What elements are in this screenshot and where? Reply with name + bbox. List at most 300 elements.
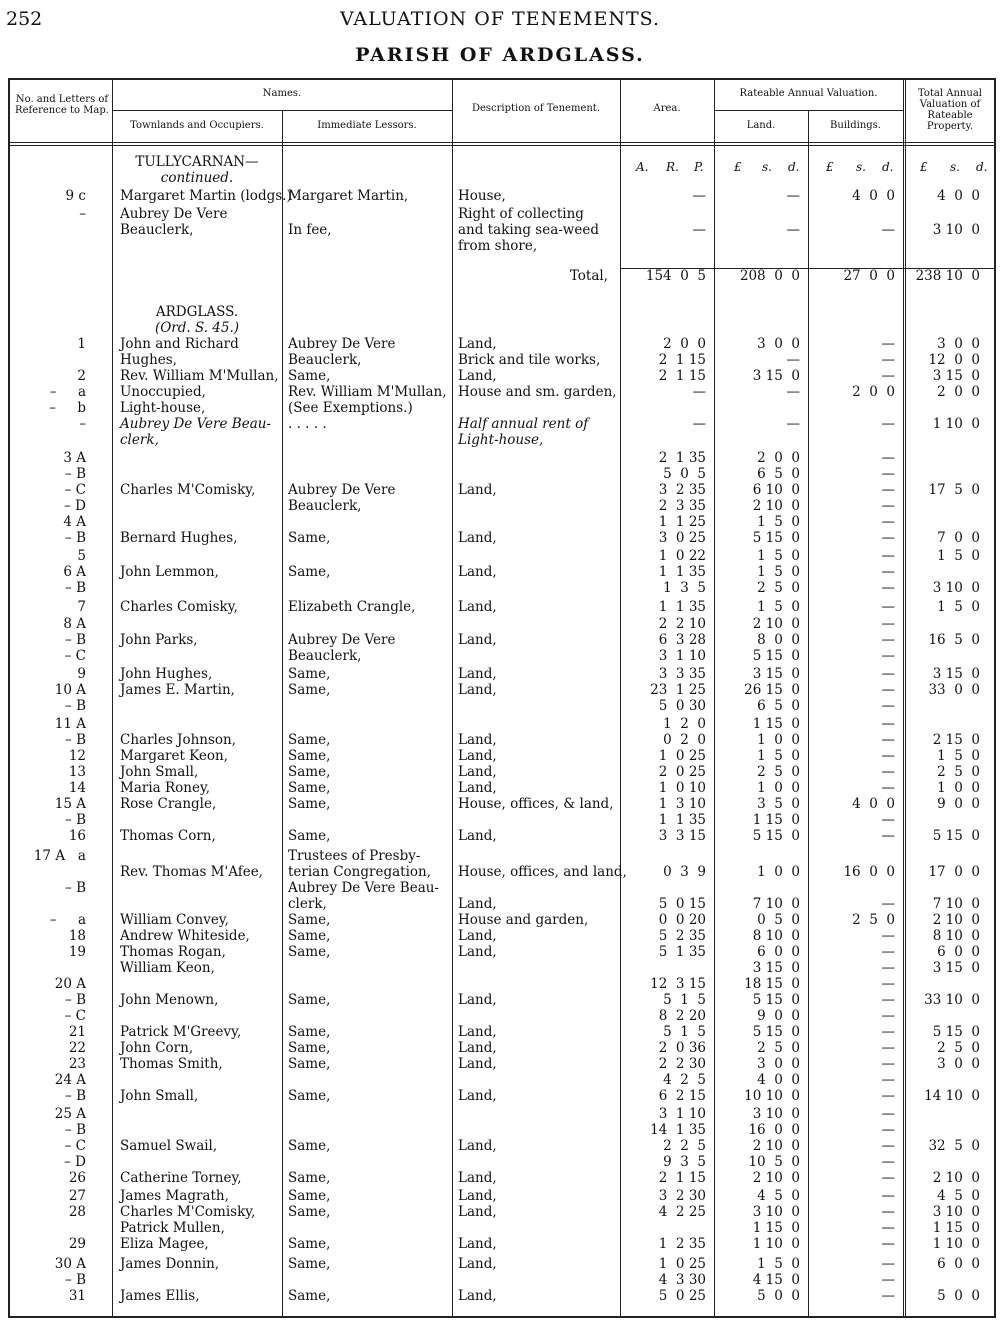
cell-desc: Land, xyxy=(458,732,497,748)
cell-desc: House and garden, xyxy=(458,912,589,928)
cell-lessor: terian Congregation, xyxy=(288,864,432,880)
cell-land: 2 5 0 xyxy=(757,764,800,780)
cell-bldg: — xyxy=(881,1008,895,1024)
unit-p: P. xyxy=(694,160,704,174)
cell-ref: 9 c xyxy=(65,188,86,204)
cell-area: 5 1 5 xyxy=(663,992,706,1008)
cell-area: 2 0 36 xyxy=(658,1040,706,1056)
cell-lessor: Same, xyxy=(288,530,331,546)
cell-ref: 16 xyxy=(68,828,86,844)
cell-bldg: — xyxy=(881,1024,895,1040)
cell-area: 2 0 25 xyxy=(658,764,706,780)
cell-bldg: — xyxy=(881,1220,895,1236)
cell-land: 1 0 0 xyxy=(757,864,800,880)
cell-occupier: Bernard Hughes, xyxy=(120,530,238,546)
cell-ref: 18 xyxy=(68,928,86,944)
cell-ref: 1 xyxy=(77,336,86,352)
cell-total: 1 5 0 xyxy=(937,748,980,764)
cell-occupier: Beauclerk, xyxy=(120,222,194,238)
table-row xyxy=(8,170,996,186)
cell-lessor: Same, xyxy=(288,780,331,796)
cell-total: 3 15 0 xyxy=(932,960,980,976)
cell-lessor: Same, xyxy=(288,748,331,764)
cell-bldg: — xyxy=(881,352,895,368)
cell-total: 2 5 0 xyxy=(937,764,980,780)
cell-lessor: Same, xyxy=(288,1288,331,1304)
table-row xyxy=(8,848,996,864)
cell-area: 0 3 9 xyxy=(663,864,706,880)
table-row xyxy=(8,450,996,466)
cell-occupier: John and Richard xyxy=(120,336,239,352)
table-row xyxy=(8,384,996,400)
cell-land: 2 10 0 xyxy=(752,498,800,514)
cell-total: 4 0 0 xyxy=(937,188,980,204)
cell-bldg: — xyxy=(881,976,895,992)
cell-land: 6 10 0 xyxy=(752,482,800,498)
cell-lessor: Same, xyxy=(288,912,331,928)
cell-bldg: — xyxy=(881,368,895,384)
cell-area: 5 0 5 xyxy=(663,466,706,482)
cell-area: 1 3 5 xyxy=(663,580,706,596)
table-row xyxy=(8,238,996,254)
cell-total: 17 5 0 xyxy=(928,482,980,498)
cell-occupier: clerk, xyxy=(120,432,159,448)
unit-pound: £ xyxy=(920,160,928,174)
table-row xyxy=(8,304,996,320)
cell-desc: Half annual rent of xyxy=(458,416,589,432)
table-row xyxy=(8,912,996,928)
cell-area: 3 2 30 xyxy=(658,1188,706,1204)
cell-bldg: — xyxy=(881,698,895,714)
cell-bldg: 4 0 0 xyxy=(852,796,895,812)
cell-area: 0 2 0 xyxy=(663,732,706,748)
cell-land: 3 10 0 xyxy=(752,1106,800,1122)
cell-total: 6 0 0 xyxy=(937,944,980,960)
cell-area: 2 1 15 xyxy=(658,368,706,384)
cell-ref: 30 A xyxy=(54,1256,86,1272)
cell-bldg: 16 0 0 xyxy=(843,864,895,880)
cell-total: 7 0 0 xyxy=(937,530,980,546)
cell-area: 6 3 28 xyxy=(658,632,706,648)
cell-total: 1 10 0 xyxy=(932,1236,980,1252)
cell-desc: Land, xyxy=(458,336,497,352)
table-row xyxy=(8,498,996,514)
cell-occupier: Thomas Corn, xyxy=(120,828,216,844)
cell-area: 2 1 15 xyxy=(658,352,706,368)
table-row xyxy=(8,812,996,828)
cell-occupier: Thomas Smith, xyxy=(120,1056,223,1072)
cell-desc: Land, xyxy=(458,482,497,498)
cell-area: 8 2 20 xyxy=(658,1008,706,1024)
table-row xyxy=(8,320,996,336)
cell-land: 18 15 0 xyxy=(744,976,800,992)
table-row xyxy=(8,1056,996,1072)
cell-bldg: — xyxy=(881,748,895,764)
table-row xyxy=(8,1204,996,1220)
cell-ref: 26 xyxy=(68,1170,86,1186)
cell-bldg: — xyxy=(881,960,895,976)
cell-land: 8 0 0 xyxy=(757,632,800,648)
cell-ref: 3 A xyxy=(63,450,86,466)
cell-land: 1 5 0 xyxy=(757,599,800,615)
cell-ref: – C xyxy=(64,648,86,664)
cell-area: 4 2 25 xyxy=(658,1204,706,1220)
cell-occupier: James Donnin, xyxy=(120,1256,220,1272)
cell-bldg: — xyxy=(881,1204,895,1220)
cell-land: 1 5 0 xyxy=(757,564,800,580)
cell-desc: Land, xyxy=(458,780,497,796)
table-row xyxy=(8,1272,996,1288)
cell-land: 5 15 0 xyxy=(752,828,800,844)
cell-bldg: — xyxy=(881,944,895,960)
cell-area: 0 0 20 xyxy=(658,912,706,928)
cell-area: 2 1 15 xyxy=(658,1170,706,1186)
cell-area: 2 2 10 xyxy=(658,616,706,632)
cell-ref: – B xyxy=(65,992,86,1008)
table-row xyxy=(8,400,996,416)
cell-land: 6 5 0 xyxy=(757,466,800,482)
cell-land: 208 0 0 xyxy=(739,268,800,284)
cell-area: 4 2 5 xyxy=(663,1072,706,1088)
cell-land: 3 0 0 xyxy=(757,1056,800,1072)
table-row xyxy=(8,960,996,976)
cell-area: 3 1 10 xyxy=(658,1106,706,1122)
cell-ref: – B xyxy=(65,812,86,828)
cell-bldg: — xyxy=(881,548,895,564)
cell-area: 5 0 15 xyxy=(658,896,706,912)
unit-pence: d. xyxy=(976,160,988,174)
cell-bldg: — xyxy=(881,616,895,632)
cell-area: 1 0 22 xyxy=(658,548,706,564)
cell-bldg: — xyxy=(881,336,895,352)
table-row xyxy=(8,548,996,564)
table-row xyxy=(8,1122,996,1138)
valuation-subrule xyxy=(714,110,903,111)
cell-ref: 17 A a xyxy=(33,848,86,864)
cell-ref: 4 A xyxy=(63,514,86,530)
cell-land: 3 10 0 xyxy=(752,1204,800,1220)
cell-lessor: Same, xyxy=(288,1204,331,1220)
cell-lessor: Aubrey De Vere xyxy=(288,482,396,498)
names-subrule xyxy=(112,110,452,111)
cell-total: 7 10 0 xyxy=(932,896,980,912)
cell-occupier: Rev. William M'Mullan, xyxy=(120,368,279,384)
cell-land: 1 5 0 xyxy=(757,748,800,764)
cell-occupier: James Magrath, xyxy=(120,1188,229,1204)
header-ref: No. and Letters of Reference to Map. xyxy=(15,94,109,116)
cell-land: 7 10 0 xyxy=(752,896,800,912)
cell-occupier: Catherine Torney, xyxy=(120,1170,242,1186)
cell-ref: 25 A xyxy=(54,1106,86,1122)
cell-area: 3 0 25 xyxy=(658,530,706,546)
cell-occupier: ARDGLASS. xyxy=(155,304,239,320)
cell-desc: Land, xyxy=(458,1040,497,1056)
table-row xyxy=(8,896,996,912)
cell-desc: Land, xyxy=(458,944,497,960)
cell-ref: – C xyxy=(64,1008,86,1024)
cell-desc: Land, xyxy=(458,682,497,698)
cell-bldg: — xyxy=(881,1170,895,1186)
cell-total: 17 0 0 xyxy=(928,864,980,880)
cell-occupier: Thomas Rogan, xyxy=(120,944,226,960)
cell-total: 1 15 0 xyxy=(932,1220,980,1236)
table-row xyxy=(8,616,996,632)
cell-ref: – B xyxy=(65,530,86,546)
cell-ref: 20 A xyxy=(54,976,86,992)
cell-desc: House, offices, and land, xyxy=(458,864,627,880)
cell-lessor: Same, xyxy=(288,1088,331,1104)
cell-ref: – xyxy=(79,206,86,222)
page-number: 252 xyxy=(6,8,43,30)
cell-total: 3 10 0 xyxy=(932,1204,980,1220)
cell-bldg: — xyxy=(881,1040,895,1056)
cell-bldg: — xyxy=(881,450,895,466)
cell-land: 3 15 0 xyxy=(752,368,800,384)
cell-desc: and taking sea-weed xyxy=(458,222,599,238)
cell-bldg: — xyxy=(881,682,895,698)
cell-total: 2 15 0 xyxy=(932,732,980,748)
cell-area: 14 1 35 xyxy=(650,1122,706,1138)
header-description: Description of Tenement. xyxy=(471,103,600,114)
cell-desc: Land, xyxy=(458,599,497,615)
cell-ref: 27 xyxy=(68,1188,86,1204)
cell-bldg: — xyxy=(881,599,895,615)
cell-area: 5 0 30 xyxy=(658,698,706,714)
cell-land: 26 15 0 xyxy=(744,682,800,698)
table-row xyxy=(8,698,996,714)
table-row xyxy=(8,764,996,780)
cell-ref: 29 xyxy=(68,1236,86,1252)
cell-ref: 31 xyxy=(68,1288,86,1304)
cell-land: 1 15 0 xyxy=(752,1220,800,1236)
cell-bldg: — xyxy=(881,498,895,514)
cell-occupier: Charles Johnson, xyxy=(120,732,237,748)
cell-ref: – C xyxy=(64,1138,86,1154)
cell-ref: – B xyxy=(65,632,86,648)
unit-a: A. xyxy=(636,160,649,174)
cell-bldg: — xyxy=(881,732,895,748)
cell-ref: – D xyxy=(64,1154,86,1170)
cell-occupier: Aubrey De Vere xyxy=(120,206,228,222)
cell-occupier: Charles Comisky, xyxy=(120,599,238,615)
cell-total: 2 10 0 xyxy=(932,912,980,928)
running-head: VALUATION OF TENEMENTS. xyxy=(339,8,661,30)
header-buildings: Buildings. xyxy=(830,120,881,131)
table-row xyxy=(8,1188,996,1204)
table-row xyxy=(8,796,996,812)
cell-bldg: — xyxy=(881,1138,895,1154)
cell-area: 1 3 10 xyxy=(658,796,706,812)
cell-occupier: James Ellis, xyxy=(120,1288,200,1304)
cell-occupier: Charles M'Comisky, xyxy=(120,1204,256,1220)
cell-land: — xyxy=(786,352,800,368)
cell-bldg: — xyxy=(881,530,895,546)
cell-ref: 12 xyxy=(68,748,86,764)
cell-area: 1 1 25 xyxy=(658,514,706,530)
table-row xyxy=(8,599,996,615)
cell-land: 0 5 0 xyxy=(757,912,800,928)
cell-occupier: John Small, xyxy=(120,1088,199,1104)
table-row xyxy=(8,352,996,368)
cell-occupier: TULLYCARNAN— xyxy=(135,154,259,170)
cell-lessor: clerk, xyxy=(288,896,327,912)
cell-area: 1 2 35 xyxy=(658,1236,706,1252)
cell-area: 3 1 10 xyxy=(658,648,706,664)
cell-lessor: (See Exemptions.) xyxy=(288,400,413,416)
cell-total: 3 10 0 xyxy=(932,580,980,596)
table-row xyxy=(8,1008,996,1024)
cell-ref: 19 xyxy=(68,944,86,960)
cell-land: 3 0 0 xyxy=(757,336,800,352)
table-row xyxy=(8,780,996,796)
cell-occupier: James E. Martin, xyxy=(120,682,235,698)
cell-lessor: Same, xyxy=(288,368,331,384)
unit-r: R. xyxy=(666,160,679,174)
header-total: Total Annual Valuation of Rateable Property. xyxy=(918,88,982,132)
cell-bldg: — xyxy=(881,666,895,682)
cell-desc: Land, xyxy=(458,764,497,780)
cell-total: 1 5 0 xyxy=(937,599,980,615)
cell-land: 5 0 0 xyxy=(757,1288,800,1304)
cell-land: 1 10 0 xyxy=(752,1236,800,1252)
cell-ref: 13 xyxy=(68,764,86,780)
cell-bldg: — xyxy=(881,896,895,912)
cell-desc: Land, xyxy=(458,530,497,546)
cell-lessor: Same, xyxy=(288,1170,331,1186)
cell-area: 3 3 15 xyxy=(658,828,706,844)
cell-area: 2 2 5 xyxy=(663,1138,706,1154)
cell-land: 1 15 0 xyxy=(752,812,800,828)
cell-total: 3 0 0 xyxy=(937,1056,980,1072)
table-row xyxy=(8,1072,996,1088)
table-row xyxy=(8,748,996,764)
cell-desc: Land, xyxy=(458,1256,497,1272)
cell-area: — xyxy=(692,416,706,432)
cell-area: 1 1 35 xyxy=(658,812,706,828)
cell-area: 3 3 35 xyxy=(658,666,706,682)
cell-lessor: Aubrey De Vere xyxy=(288,632,396,648)
cell-bldg: — xyxy=(881,1106,895,1122)
cell-desc: Land, xyxy=(458,1188,497,1204)
header-area: Area. xyxy=(653,103,681,114)
cell-desc: Land, xyxy=(458,666,497,682)
cell-ref: 8 A xyxy=(63,616,86,632)
cell-area: 5 1 35 xyxy=(658,944,706,960)
cell-total: 3 0 0 xyxy=(937,336,980,352)
cell-total: 2 0 0 xyxy=(937,384,980,400)
header-townlands: Townlands and Occupiers. xyxy=(130,120,264,131)
cell-bldg: — xyxy=(881,1072,895,1088)
cell-desc: House, offices, & land, xyxy=(458,796,614,812)
cell-total: 5 0 0 xyxy=(937,1288,980,1304)
cell-land: 2 10 0 xyxy=(752,616,800,632)
cell-bldg: — xyxy=(881,416,895,432)
cell-land: 6 5 0 xyxy=(757,698,800,714)
cell-desc: Land, xyxy=(458,1236,497,1252)
cell-lessor: Same, xyxy=(288,1056,331,1072)
cell-land: 5 15 0 xyxy=(752,648,800,664)
cell-ref: 15 A xyxy=(54,796,86,812)
cell-desc: Light-house, xyxy=(458,432,544,448)
cell-ref: – C xyxy=(64,482,86,498)
cell-ref: 23 xyxy=(68,1056,86,1072)
unit-shilling: s. xyxy=(762,160,772,174)
cell-ref: – b xyxy=(49,400,86,416)
header-names: Names. xyxy=(262,88,302,99)
cell-occupier: Maria Roney, xyxy=(120,780,211,796)
cell-land: 2 10 0 xyxy=(752,1138,800,1154)
cell-area: 2 0 0 xyxy=(663,336,706,352)
cell-land: 1 0 0 xyxy=(757,732,800,748)
cell-ref: 22 xyxy=(68,1040,86,1056)
table-row xyxy=(8,716,996,732)
cell-lessor: Margaret Martin, xyxy=(288,188,409,204)
cell-land: 6 0 0 xyxy=(757,944,800,960)
cell-lessor: Same, xyxy=(288,992,331,1008)
cell-bldg: — xyxy=(881,992,895,1008)
cell-desc: Land, xyxy=(458,1056,497,1072)
cell-desc: from shore, xyxy=(458,238,538,254)
cell-desc: Land, xyxy=(458,1024,497,1040)
cell-occupier: Light-house, xyxy=(120,400,206,416)
cell-bldg: — xyxy=(881,1154,895,1170)
table-row xyxy=(8,682,996,698)
cell-total: 3 15 0 xyxy=(932,368,980,384)
cell-lessor: Same, xyxy=(288,666,331,682)
table-row xyxy=(8,1170,996,1186)
cell-bldg: — xyxy=(881,764,895,780)
cell-lessor: . . . . . xyxy=(288,416,327,432)
cell-ref: – B xyxy=(65,732,86,748)
cell-land: 2 5 0 xyxy=(757,1040,800,1056)
cell-desc: Land, xyxy=(458,1170,497,1186)
cell-land: 3 5 0 xyxy=(757,796,800,812)
cell-occupier: John Parks, xyxy=(120,632,198,648)
table-row xyxy=(8,368,996,384)
cell-desc: Land, xyxy=(458,928,497,944)
cell-bldg: — xyxy=(881,466,895,482)
cell-desc: Brick and tile works, xyxy=(458,352,601,368)
cell-ref: – a xyxy=(49,912,86,928)
cell-lessor: Elizabeth Crangle, xyxy=(288,599,416,615)
cell-desc: House, xyxy=(458,188,506,204)
cell-land: 5 15 0 xyxy=(752,1024,800,1040)
cell-bldg: — xyxy=(881,632,895,648)
unit-pound: £ xyxy=(734,160,742,174)
table-row xyxy=(8,1220,996,1236)
cell-desc: House and sm. garden, xyxy=(458,384,617,400)
cell-land: 2 0 0 xyxy=(757,450,800,466)
table-row xyxy=(8,976,996,992)
cell-lessor: Beauclerk, xyxy=(288,498,362,514)
cell-lessor: Same, xyxy=(288,928,331,944)
table-row xyxy=(8,648,996,664)
cell-ref: 7 xyxy=(77,599,86,615)
cell-bldg: — xyxy=(881,1188,895,1204)
cell-ref: – B xyxy=(65,466,86,482)
cell-bldg: — xyxy=(881,1256,895,1272)
cell-lessor: Aubrey De Vere Beau- xyxy=(288,880,439,896)
table-row xyxy=(8,992,996,1008)
cell-desc: Land, xyxy=(458,368,497,384)
cell-desc: Land, xyxy=(458,1138,497,1154)
cell-bldg: — xyxy=(881,812,895,828)
parish-title: PARISH OF ARDGLASS. xyxy=(355,44,645,66)
table-row xyxy=(8,188,996,204)
cell-lessor: Same, xyxy=(288,1040,331,1056)
cell-land: 2 10 0 xyxy=(752,1170,800,1186)
table-row xyxy=(8,1040,996,1056)
